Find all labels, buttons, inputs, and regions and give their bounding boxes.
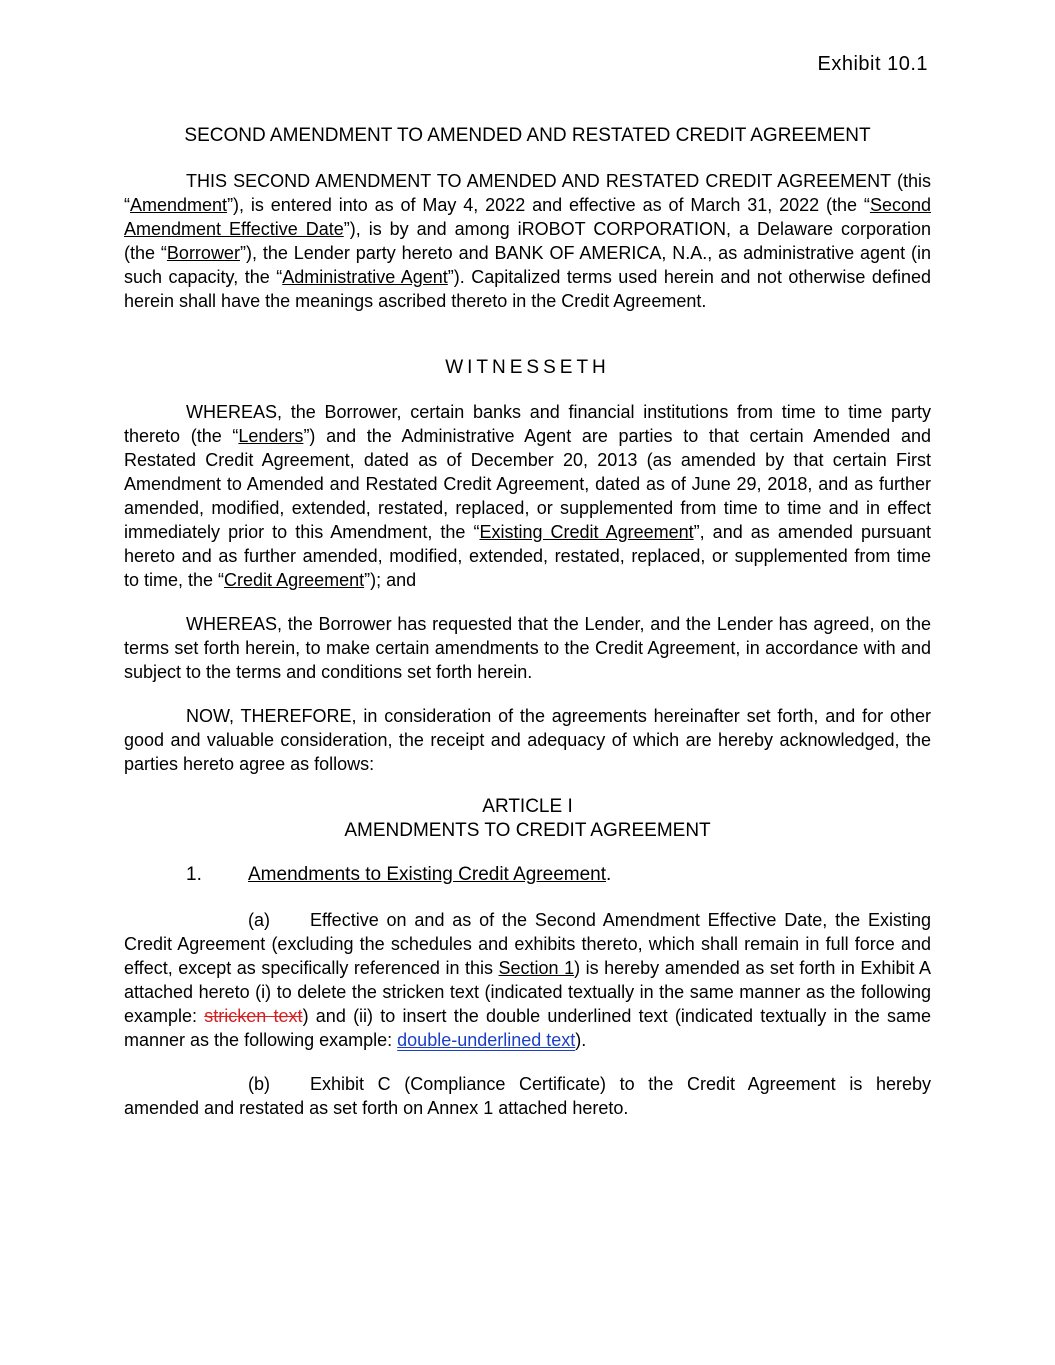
subsection-b-text: Exhibit C (Compliance Certificate) to the Credit Agreement is hereby amended and restated as set forth on Annex 1 attached hereto. — [124, 1074, 931, 1118]
witnesseth-heading: WITNESSETH — [445, 357, 610, 378]
intro-paragraph — [124, 169, 931, 313]
section-1-reference: Section 1 — [498, 958, 575, 978]
now-therefore-paragraph: NOW, THEREFORE, in consideration of the agreements hereinafter set forth, and for other good and valuable consideration, the receipt and adequacy of which are hereby acknowledged, the parties hereto agree as follows: — [124, 706, 931, 774]
defined-term-existing-credit-agreement: Existing Credit Agreement — [479, 522, 694, 542]
defined-term-amendment: Amendment — [130, 195, 228, 215]
defined-term-effective-date: Second Amendment Effective Date — [124, 195, 931, 239]
whereas1-text-2: ”) and the Administrative Agent are parties to that certain Amended and Restated Credit Agreement, dated as of December 20, 2013 (as amended by that certain First Amendment to Amended and Restated Credit Agreement, dated as of June 29, 2018, and as further amended, modified, extended, restated, replaced, or supplemented from time to time and in effect immediately prior to this Amendment, the “ — [124, 426, 931, 542]
subsection-b-paragraph — [124, 1072, 931, 1120]
defined-term-administrative-agent: Administrative Agent — [282, 267, 448, 287]
subsection-a-text-3: ) and (ii) to insert the double underlined text (indicated textually in the same manner as the following example: — [124, 1006, 931, 1050]
subsection-a-text-2: ) is hereby amended as set forth in Exhibit A attached hereto (i) to delete the stricken text (indicated textually in the same manner as the following example: — [124, 958, 931, 1026]
whereas-paragraph-1 — [124, 400, 931, 592]
subsection-a-paragraph — [124, 908, 931, 1052]
subsection-b-label: (b) — [248, 1074, 270, 1094]
article-number: ARTICLE I — [482, 796, 573, 817]
whereas1-text-4: ”); and — [364, 570, 417, 590]
whereas1-text-1: WHEREAS, the Borrower, certain banks and financial institutions from time to time party thereto (the “ — [124, 402, 931, 446]
exhibit-label: Exhibit 10.1 — [817, 53, 928, 75]
stricken-text-example: stricken text — [204, 1006, 303, 1026]
intro-text-4: ”), the Lender party hereto and BANK OF AMERICA, N.A., as administrative agent (in such capacity, the “ — [124, 243, 931, 287]
defined-term-credit-agreement: Credit Agreement — [224, 570, 365, 590]
whereas1-text-3: ”, and as amended pursuant hereto and as further amended, modified, extended, restated, replaced, or supplemented from time to time, the “ — [124, 522, 931, 590]
article-title: AMENDMENTS TO CREDIT AGREEMENT — [344, 820, 711, 841]
section-1-heading — [186, 864, 611, 886]
whereas-paragraph-2: WHEREAS, the Borrower has requested that the Lender, and the Lender has agreed, on the terms set forth herein, to make certain amendments to the Credit Agreement, in accordance with and subject to the terms and conditions set forth herein. — [124, 614, 931, 682]
intro-text-5: ”). Capitalized terms used herein and not otherwise defined herein shall have the meanings ascribed thereto in the Credit Agreement. — [124, 267, 931, 311]
intro-text-2: ”), is entered into as of May 4, 2022 and effective as of March 31, 2022 (the “ — [227, 195, 870, 215]
section-number: 1. — [186, 864, 202, 885]
subsection-a-text-4: ). — [575, 1030, 587, 1050]
subsection-a-label: (a) — [248, 910, 270, 930]
double-underlined-example: double-underlined text — [397, 1030, 576, 1050]
section-title: Amendments to Existing Credit Agreement — [248, 864, 607, 885]
subsection-a-text-1: Effective on and as of the Second Amendment Effective Date, the Existing Credit Agreement (excluding the schedules and exhibits thereto, which shall remain in full force and effect, except as specifically referenced in this — [124, 910, 931, 978]
intro-text-3: ”), is by and among iROBOT CORPORATION, a Delaware corporation (the “ — [124, 219, 932, 263]
intro-text-1: THIS SECOND AMENDMENT TO AMENDED AND RESTATED CREDIT AGREEMENT (this “ — [124, 171, 931, 215]
document-title: SECOND AMENDMENT TO AMENDED AND RESTATED CREDIT AGREEMENT — [184, 125, 871, 146]
defined-term-lenders: Lenders — [238, 426, 304, 446]
section-title-suffix: . — [606, 864, 612, 885]
defined-term-borrower: Borrower — [166, 243, 240, 263]
